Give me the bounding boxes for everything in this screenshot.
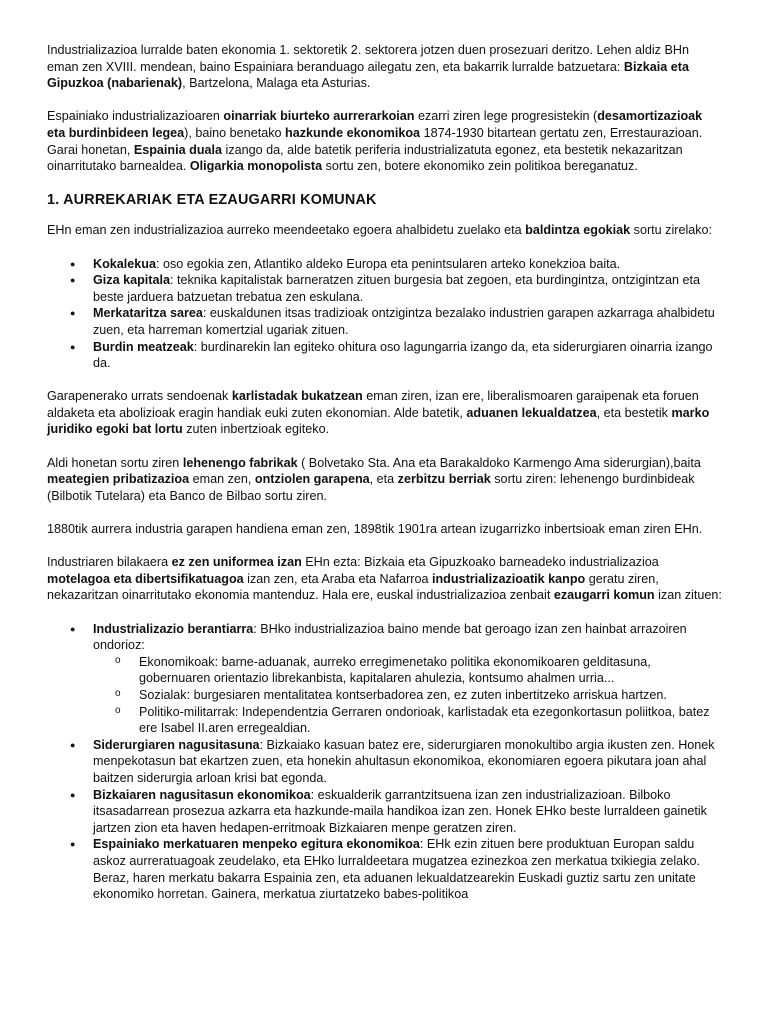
- text-run: Aldi honetan sortu ziren: [47, 455, 183, 470]
- bold-text: industrializazioatik kanpo: [431, 571, 586, 586]
- text-run: Espainiako industrializazioaren: [47, 109, 224, 124]
- bold-text: desamortizazioak eta burdinbideen legea: [47, 109, 703, 140]
- text-run: zuten inbertzioak egiteko.: [182, 422, 330, 437]
- list-item: [47, 256, 723, 273]
- bold-text: Siderurgiaren nagusitasuna: [93, 737, 260, 752]
- bold-text: ez zen uniformea izan: [171, 555, 302, 570]
- text-run: EHn ezta: Bizkaia eta Gipuzkoako barneadeko industrializazioa: [301, 555, 659, 570]
- text-run: izango da, alde batetik periferia industrializatuta egonez, eta bestetik nekazaritzan oinarritutako barnealdea.: [47, 142, 683, 174]
- text-run: sortu zen, botere ekonomiko zein politikoa bereganatuz.: [322, 159, 638, 174]
- text-run: ( Bolvetako Sta. Ana eta Barakaldoko Karmengo Ama siderurgian),baita: [297, 455, 701, 470]
- bold-text: Kokalekua: [93, 256, 156, 271]
- text-run: Industriaren bilakaera: [47, 555, 172, 570]
- text-run: sortu zirelako:: [630, 223, 713, 238]
- bold-text: zerbitzu berriak: [397, 472, 491, 487]
- text-run: izan zituen:: [654, 588, 722, 603]
- text-run: : euskaldunen itsas tradizioak ontzigintza bezalako industrien garapen azkarraga ahalbidetu zuen, eta harreman komertzial ugariak zituen.: [93, 306, 715, 337]
- bold-text: Merkataritza sarea: [93, 306, 203, 321]
- features-list: [47, 621, 723, 903]
- text-run: geratu ziren, nekazaritzan oinarritutako ekonomia mantenduz. Hala ere, euskal industrializazioa zenbait: [47, 571, 659, 603]
- paragraph-1880: [47, 521, 723, 538]
- section-heading: 1. AURREKARIAK ETA EZAUGARRI KOMUNAK: [47, 192, 377, 209]
- bold-text: Burdin meatzeak: [93, 339, 194, 354]
- bold-text: Bizkaiaren nagusitasun ekonomikoa: [93, 787, 311, 802]
- text-run: : Bizkaiako kasuan batez ere, siderurgiaren monokultibo argia ikusten zen. Honek menpekotasun bat ekartzen zuen, eta honekin ahultasun ekonomikoa, ekonomiaren egoera pikutara joan ahal baitzen siderurgia arloan krisi bat egonda.: [93, 737, 715, 785]
- text-run: eman ziren, izan ere, liberalismoaren garaipenak eta foruen aldaketa eta abolizioak eragin handiak euki zuten ekonomian. Alde batetik,: [47, 389, 699, 420]
- text-run: EHn eman zen industrializazioa aurreko meendeetako egoera ahalbidetu zuelako eta: [47, 223, 526, 238]
- list-item: [47, 339, 723, 372]
- bold-text: oinarriak biurteko aurrerarkoian: [223, 109, 415, 124]
- sub-list-item: [93, 687, 723, 704]
- text-run: izan zen, eta Araba eta Nafarroa: [243, 571, 432, 586]
- text-run: 1874-1930 bitartean gertatu zen, Errestaurazioan. Garai honetan,: [47, 125, 703, 157]
- bold-text: aduanen lekualdatzea: [466, 405, 597, 420]
- paragraph-fabrikak: [47, 455, 723, 505]
- text-run: ezarri ziren lege progresistekin (: [414, 109, 598, 124]
- text-run: eman zen,: [189, 472, 255, 487]
- conditions-list: [47, 256, 723, 372]
- paragraph-bilakaera: [47, 554, 723, 604]
- text-run: : eskualderik garrantzitsuena izan zen industrializazioan. Bilboko itsasadarrean prosezua azkarra eta hazkunde-maila handikoa izan zen. Honek EHko beste lurraldeen gainetik jartzen zion eta haven hedapen-erritmoak Bizkaiaren menpe geratzen ziren.: [93, 787, 707, 835]
- list-item: [47, 836, 723, 902]
- text-run: Politiko-militarrak: Independentzia Gerraren ondorioak, karlistadak eta ezegonkortasun poliitkoa, batez ere Isabel II.aren erregealdian.: [139, 704, 710, 736]
- text-run: Sozialak: burgesiaren mentalitatea kontserbadorea zen, ez zuten inbertitzeko arriskua hartzen.: [139, 687, 667, 702]
- text-run: , eta bestetik: [596, 405, 672, 420]
- paragraph-karlistadak: [47, 388, 723, 438]
- text-run: : oso egokia zen, Atlantiko aldeko Europa eta penintsularen arteko konekzioa baita.: [156, 256, 621, 271]
- text-run: Industrializazioa lurralde baten ekonomia 1. sektoretik 2. sektorera jotzen duen prosezuari deritzo. Lehen aldiz BHn eman zen XVIII. mendean, baino Espainiara beranduago ailegatu zen, eta bakarrik lurralde batzuetara:: [47, 43, 689, 74]
- bold-text: hazkunde ekonomikoa: [285, 125, 421, 140]
- text-run: , Bartzelona, Malaga eta Asturias.: [182, 76, 371, 91]
- list-item: [47, 305, 723, 338]
- sub-list-item: [93, 654, 723, 687]
- bold-text: Industrializazio berantiarra: [93, 621, 254, 636]
- list-item: [47, 787, 723, 837]
- bold-text: lehenengo fabrikak: [182, 455, 298, 470]
- list-item: [47, 272, 723, 305]
- intro-paragraph-2: [47, 108, 723, 174]
- bold-text: Bizkaia eta Gipuzkoa (nabarienak): [47, 59, 689, 91]
- sub-list-item: [93, 704, 723, 737]
- intro-paragraph-1: [47, 42, 723, 92]
- text-run: : EHk ezin zituen bere produktuan Europan saldu askoz aurreratuagoak zeudelako, eta EHko lurraldeetara mugatzea ezinezkoa zen merkatua txikiegia zelako. Beraz, haren merkatu bakarra Espainia zen, eta aduanen lekualdatzearekin Euskadi guztiz sartu zen unitate ekonomiko horretan. Gainera, merkatua ziurtatzeko babes-politikoa: [93, 837, 700, 902]
- bold-text: marko juridiko egoki bat lortu: [47, 405, 710, 437]
- text-run: ), baino benetako: [184, 125, 285, 140]
- bold-text: ezaugarri komun: [553, 588, 655, 603]
- bold-text: Giza kapitala: [93, 273, 170, 288]
- sub-list: [93, 654, 723, 737]
- text-run: , eta: [369, 472, 398, 487]
- bold-text: Espainiako merkatuaren menpeko egitura ekonomikoa: [93, 837, 420, 852]
- text-run: : burdinarekin lan egiteko ohitura oso lagungarria izango da, eta siderurgiaren oinarria izango da.: [93, 339, 713, 371]
- text-run: : teknika kapitalistak barneratzen zituen burgesia bat zegoen, eta burdingintza, ontzigintzan eta beste jarduera batzuetan trebatua zen eskulana.: [93, 273, 700, 304]
- document-page: [47, 42, 723, 919]
- bold-text: baldintza egokiak: [525, 223, 631, 238]
- text-run: Ekonomikoak: barne-aduanak, aurreko erregimenetako politika ekonomikoaren gelditasuna, gobernuaren orientazio librekanbista, kapitalaren ahulezia, kontsumo ahalmen urria...: [139, 654, 651, 686]
- bold-text: karlistadak bukatzean: [231, 389, 363, 404]
- list-item: [47, 621, 723, 737]
- lead-paragraph: [47, 222, 723, 239]
- bold-text: ontziolen garapena: [254, 472, 370, 487]
- text-run: 1880tik aurrera industria garapen handiena eman zen, 1898tik 1901ra artean izugarrizko inbertsioak eman ziren EHn.: [47, 522, 703, 537]
- bold-text: Oligarkia monopolista: [189, 159, 323, 174]
- text-run: Garapenerako urrats sendoenak: [47, 389, 232, 404]
- text-run: sortu ziren: lehenengo burdinbideak (Bilbotik Tutelara) eta Banco de Bilbao sortu ziren.: [47, 472, 695, 503]
- list-item: [47, 737, 723, 787]
- text-run: : BHko industrializazioa baino mende bat geroago izan zen hainbat arrazoiren ondorioz:: [93, 621, 687, 653]
- bold-text: Espainia duala: [133, 142, 223, 157]
- bold-text: motelagoa eta dibertsifikatuagoa: [47, 571, 244, 586]
- bold-text: meategien pribatizazioa: [47, 472, 190, 487]
